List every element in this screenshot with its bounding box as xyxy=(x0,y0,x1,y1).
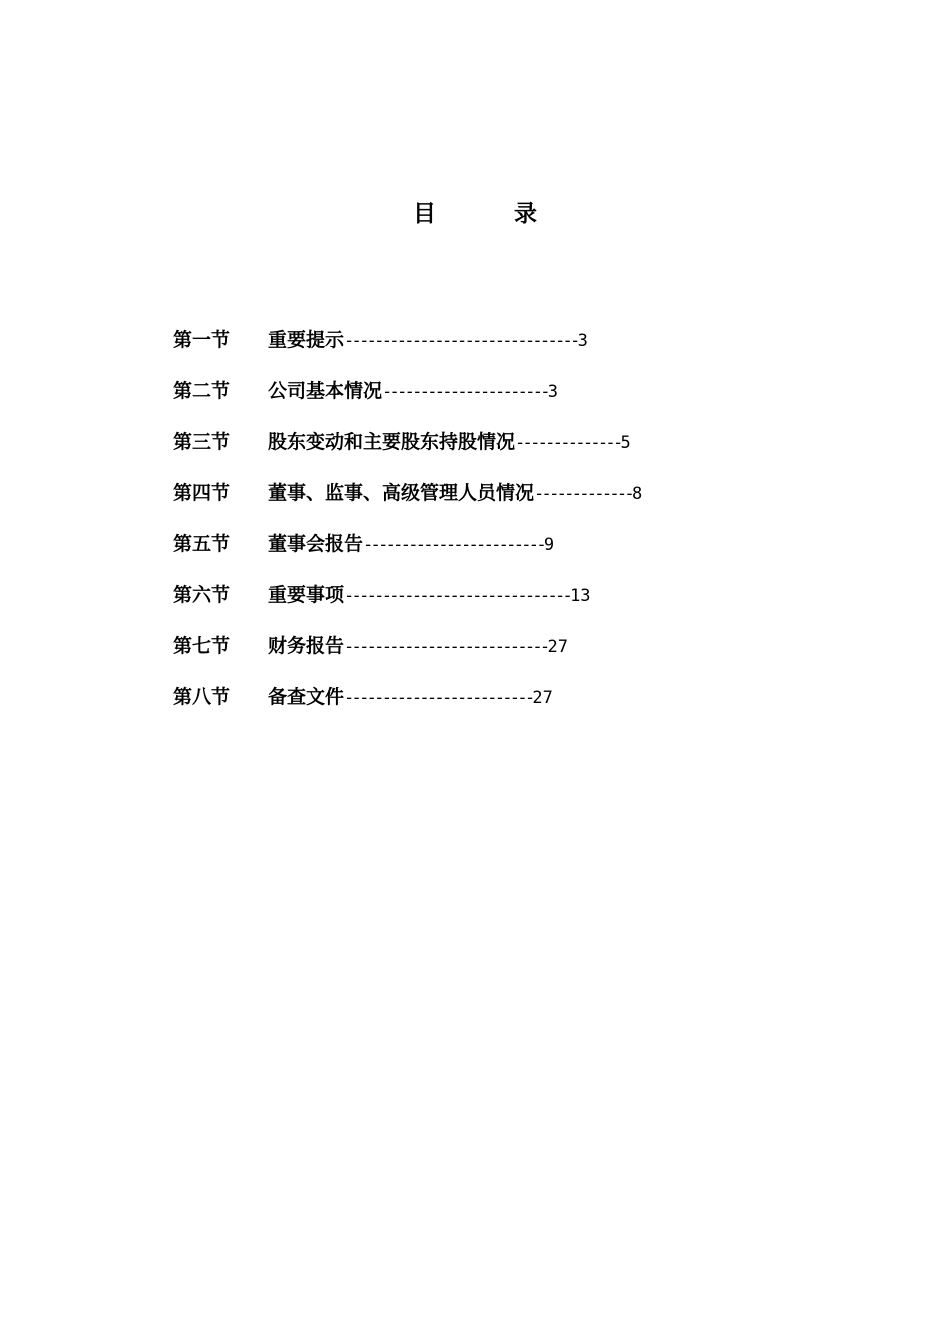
toc-dot-leader: ------------- xyxy=(534,484,632,504)
toc-section-number: 第五节 xyxy=(173,533,231,555)
toc-entry[interactable] xyxy=(173,424,873,475)
toc-dot-leader: -------------- xyxy=(515,433,621,453)
toc-section-number: 第七节 xyxy=(173,635,231,657)
toc-dot-leader: ---------------------- xyxy=(382,382,548,402)
toc-dot-leader: ------------------------------ xyxy=(344,586,571,606)
toc-page-number: 27 xyxy=(532,688,553,708)
toc-dot-leader: ------------------------- xyxy=(344,688,533,708)
toc-page-number: 3 xyxy=(547,382,559,402)
toc-section-title: 股东变动和主要股东持股情况 xyxy=(268,431,516,453)
toc-entry[interactable] xyxy=(173,577,873,628)
toc-section-number: 第三节 xyxy=(173,431,231,453)
toc-page-number: 3 xyxy=(577,331,588,351)
toc-entry[interactable] xyxy=(173,373,873,424)
title-second-char: 录 xyxy=(514,200,537,227)
toc-page-number: 13 xyxy=(570,586,591,606)
toc-section-title: 董事会报告 xyxy=(268,533,364,555)
toc-page-number: 27 xyxy=(547,637,568,657)
toc-section-title: 重要事项 xyxy=(268,584,345,606)
title-first-char: 目 xyxy=(413,200,436,227)
toc-section-number: 第四节 xyxy=(173,482,231,504)
toc-section-number: 第一节 xyxy=(173,329,231,351)
toc-entry[interactable] xyxy=(173,526,873,577)
toc-entry[interactable] xyxy=(173,679,873,730)
toc-page-number: 9 xyxy=(543,535,555,555)
toc-section-title: 财务报告 xyxy=(268,635,345,657)
toc-entry[interactable] xyxy=(173,322,873,373)
toc-section-title: 董事、监事、高级管理人员情况 xyxy=(268,482,535,504)
table-of-contents xyxy=(173,322,873,730)
toc-dot-leader: ------------------------------- xyxy=(344,331,578,351)
toc-dot-leader: --------------------------- xyxy=(344,637,548,657)
toc-section-title: 备查文件 xyxy=(268,686,345,708)
toc-entry[interactable] xyxy=(173,475,873,526)
toc-section-number: 第二节 xyxy=(173,380,231,402)
toc-section-title: 公司基本情况 xyxy=(268,380,383,402)
toc-page-number: 8 xyxy=(631,484,643,504)
toc-section-title: 重要提示 xyxy=(268,329,345,351)
toc-dot-leader: ------------------------ xyxy=(363,535,544,555)
page-title xyxy=(0,196,950,232)
toc-entry[interactable] xyxy=(173,628,873,679)
toc-page-number: 5 xyxy=(620,433,631,453)
toc-section-number: 第六节 xyxy=(173,584,231,606)
toc-section-number: 第八节 xyxy=(173,686,231,708)
